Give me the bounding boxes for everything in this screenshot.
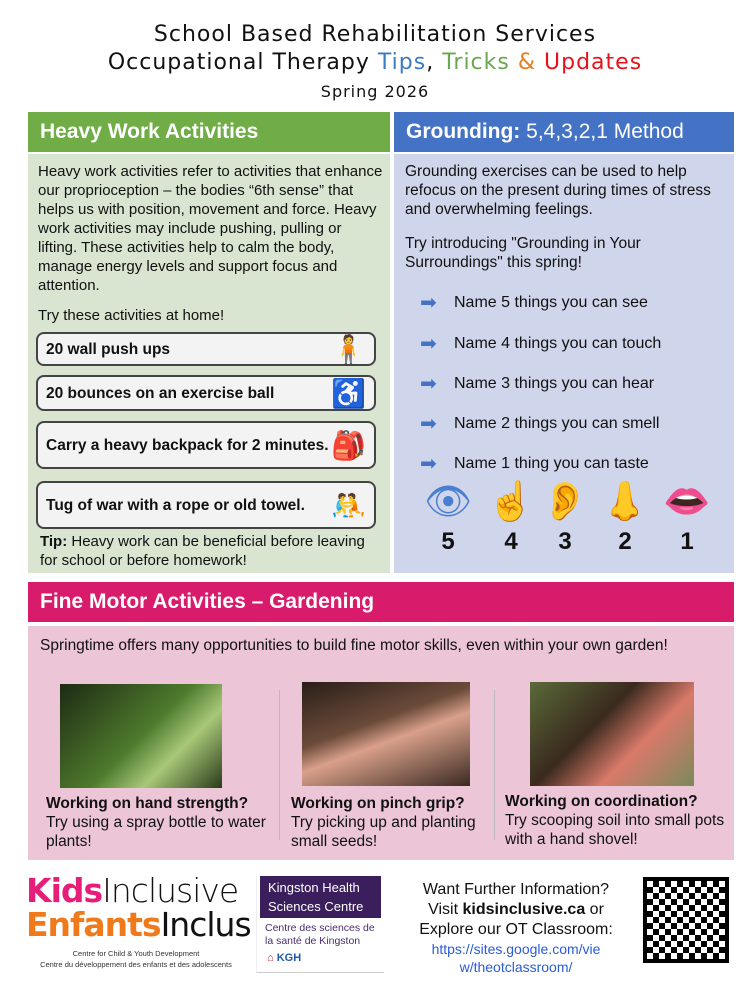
logo-sub1: Centre for Child & Youth Development — [72, 949, 200, 958]
wall-push-icon: 🧍 — [331, 333, 366, 365]
further-info — [400, 880, 632, 976]
info-line3: Explore our OT Classroom: — [419, 921, 613, 938]
activity-item — [36, 481, 376, 529]
grounding-header — [394, 112, 734, 152]
kidsinclusive-link[interactable]: kidsinclusive.ca — [462, 901, 586, 918]
sense-number: 2 — [618, 528, 632, 555]
sense-hear — [535, 480, 595, 556]
grounding-item — [420, 371, 654, 396]
kids-inclusive-logo — [26, 871, 251, 944]
grounding-item-text: Name 3 things you can hear — [454, 374, 655, 392]
ear-icon: 👂 — [541, 481, 589, 523]
fine-motor-item — [505, 792, 730, 849]
grounding-item-text: Name 2 things you can smell — [454, 414, 660, 432]
logo-kids: Kids — [26, 871, 103, 910]
sense-taste — [657, 480, 717, 556]
grounding-item — [420, 411, 659, 436]
logo-inclusive: Inclusive — [102, 871, 239, 910]
logo-sub2: Centre du développement des enfants et des adolescents — [40, 960, 232, 969]
item-text: Try picking up and planting small seeds! — [291, 814, 476, 850]
arrow-right-icon: ➡ — [420, 413, 437, 435]
sense-see — [418, 480, 478, 556]
activity-label: Carry a heavy backpack for 2 minutes. — [46, 436, 329, 454]
khsc-french: Centre des sciences de la santé de Kingston — [265, 922, 375, 947]
tug-of-war-icon: 🤼 — [331, 489, 366, 521]
logo-enfants: Enfants — [26, 905, 161, 944]
qr-code[interactable] — [643, 877, 729, 963]
tip-label: Tip: — [40, 533, 68, 550]
activity-label: Tug of war with a rope or old towel. — [46, 496, 305, 514]
soil-scoop-photo — [530, 682, 694, 786]
grounding-intro: Grounding exercises can be used to help refocus on the present during times of stress and overwhelming feelings. — [405, 163, 711, 218]
khsc-english: Kingston Health Sciences Centre — [260, 876, 381, 918]
tricks-word: Tricks — [442, 50, 510, 75]
grounding-title-bold: Grounding: — [406, 120, 521, 143]
info-line1: Want Further Information? — [422, 881, 610, 898]
sense-number: 4 — [504, 528, 518, 555]
season: Spring 2026 — [320, 82, 430, 101]
khsc-logo — [256, 875, 384, 973]
sense-number: 3 — [558, 528, 572, 555]
activity-label: 20 wall push ups — [46, 340, 171, 358]
newsletter-subtitle — [0, 50, 750, 75]
heavy-work-intro: Heavy work activities refer to activities that enhance our proprioception – the bodies “6th sense” that helps us with position, movement and force. Heavy work activities may include pushing, pulling or lifting. These activities help to calm the body, manage energy levels and support focus and attention. — [38, 163, 383, 294]
arrow-right-icon: ➡ — [420, 373, 437, 395]
tips-word: Tips — [377, 50, 427, 75]
item-text: Try scooping soil into small pots with a hand shovel! — [505, 812, 725, 848]
arrow-right-icon: ➡ — [420, 453, 437, 475]
ot-classroom-link[interactable]: https://sites.google.com/view/theotclassroom/ — [431, 941, 601, 975]
fine-motor-intro: Springtime offers many opportunities to build fine motor skills, even within your own garden! — [40, 637, 668, 654]
info-line2 — [400, 900, 632, 920]
grounding-try: Try introducing "Grounding in Your Surroundings" this spring! — [405, 235, 641, 271]
item-text: Try using a spray bottle to water plants! — [46, 814, 266, 850]
updates-word: Updates — [544, 50, 643, 75]
heavy-work-header: Heavy Work Activities — [28, 112, 390, 152]
lips-icon: 👄 — [663, 481, 711, 523]
grounding-item-text: Name 1 thing you can taste — [454, 454, 649, 472]
fine-motor-item — [46, 794, 281, 851]
fine-motor-header: Fine Motor Activities – Gardening — [28, 582, 734, 622]
arrow-right-icon: ➡ — [420, 292, 437, 314]
exercise-ball-icon: ♿ — [331, 377, 366, 409]
tip-text: Heavy work can be beneficial before leaving for school or before homework! — [40, 533, 365, 569]
backpack-icon: 🎒 — [331, 429, 366, 461]
item-heading: Working on hand strength? — [46, 795, 249, 812]
logo-subtitle — [26, 948, 246, 970]
grounding-item-text: Name 4 things you can touch — [454, 334, 662, 352]
activity-item — [36, 421, 376, 469]
hand-icon: ☝ — [487, 481, 535, 523]
newsletter-title: School Based Rehabilitation Services — [153, 22, 597, 47]
grounding-title-rest: 5,4,3,2,1 Method — [520, 120, 684, 143]
sense-smell — [595, 480, 655, 556]
divider — [494, 690, 495, 840]
or-text: or — [585, 901, 604, 918]
sense-number: 5 — [441, 528, 455, 555]
sense-number: 1 — [680, 528, 694, 555]
eye-icon: 👁 — [423, 481, 473, 523]
activity-item — [36, 332, 376, 366]
amp: & — [509, 50, 545, 75]
nose-icon: 👃 — [601, 481, 649, 523]
heavy-work-try: Try these activities at home! — [38, 307, 225, 324]
item-heading: Working on coordination? — [505, 793, 698, 810]
grounding-item — [420, 331, 661, 356]
arrow-right-icon: ➡ — [420, 333, 437, 355]
grounding-item — [420, 290, 648, 315]
sense-touch — [481, 480, 541, 556]
planting-seeds-photo — [302, 682, 470, 786]
subtitle-prefix: Occupational Therapy — [107, 50, 378, 75]
hospital-icons: ⌂ KGH — [267, 952, 302, 964]
grounding-item — [420, 451, 649, 476]
activity-item — [36, 375, 376, 411]
heavy-work-tip — [40, 532, 380, 570]
comma: , — [426, 50, 443, 75]
item-heading: Working on pinch grip? — [291, 795, 465, 812]
grounding-item-text: Name 5 things you can see — [454, 293, 648, 311]
fine-motor-item — [291, 794, 491, 851]
visit-text: Visit — [428, 901, 463, 918]
spray-bottle-photo — [60, 684, 222, 788]
activity-label: 20 bounces on an exercise ball — [46, 384, 275, 402]
logo-inclus: Inclus — [160, 905, 251, 944]
